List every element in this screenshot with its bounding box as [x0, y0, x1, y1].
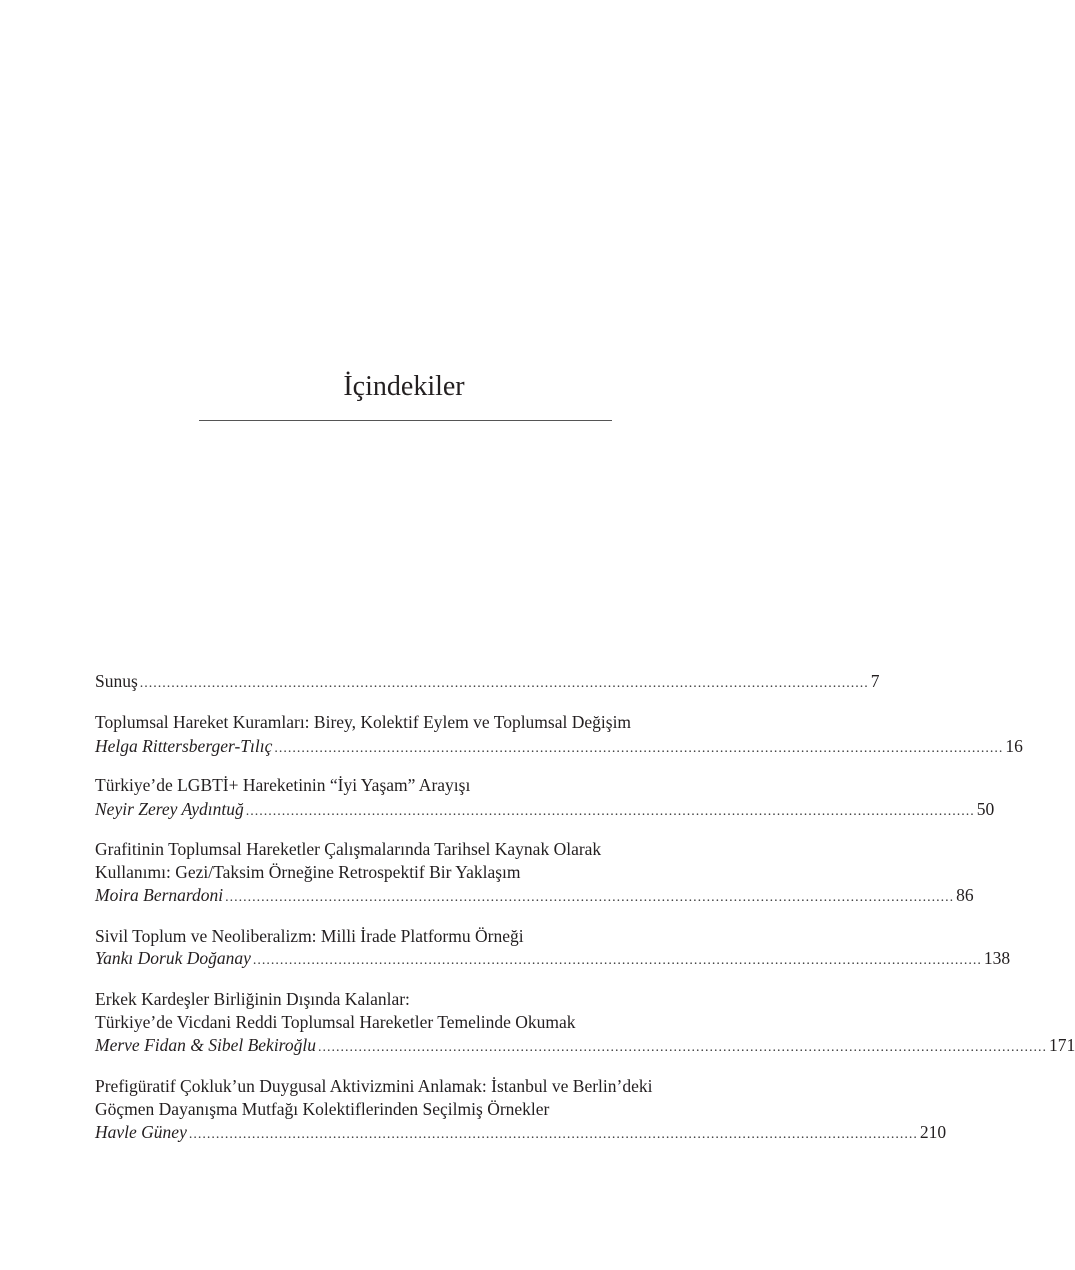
- toc-entry-author: Moira Bernardoni: [95, 885, 224, 905]
- toc-entry-title[interactable]: Sivil Toplum ve Neoliberalizm: Milli İrade Platformu Örneği: [95, 926, 524, 946]
- toc-entry-author-line[interactable]: [95, 1033, 1075, 1057]
- toc-entry-author: Helga Rittersberger-Tılıç: [95, 736, 273, 756]
- toc-entry-title[interactable]: Toplumsal Hareket Kuramları: Birey, Kolektif Eylem ve Toplumsal Değişim: [95, 712, 632, 732]
- dot-leader: ..................................................................................................................................................................: [188, 1127, 918, 1142]
- toc-entry-title[interactable]: Kullanımı: Gezi/Taksim Örneğine Retrospektif Bir Yaklaşım: [95, 862, 521, 882]
- toc-entry-author-line[interactable]: [95, 1120, 947, 1144]
- toc-entry-title[interactable]: Grafitinin Toplumsal Hareketler Çalışmalarında Tarihsel Kaynak Olarak: [95, 839, 602, 859]
- toc-entry-preface[interactable]: [95, 669, 880, 693]
- toc-entry-author-line[interactable]: [95, 883, 974, 907]
- page-title: İçindekiler: [343, 371, 465, 402]
- toc-entry-author: Neyir Zerey Aydıntuğ: [95, 799, 244, 819]
- toc-entry-author: Havle Güney: [95, 1122, 187, 1142]
- toc-entry-title[interactable]: Türkiye’de Vicdani Reddi Toplumsal Hareketler Temelinde Okumak: [95, 1012, 576, 1032]
- toc-entry-title[interactable]: Türkiye’de LGBTİ+ Hareketinin “İyi Yaşam” Arayışı: [95, 775, 471, 795]
- toc-entry-title[interactable]: Göçmen Dayanışma Mutfağı Kolektiflerinden Seçilmiş Örnekler: [95, 1099, 550, 1119]
- toc-page-number: 50: [976, 799, 995, 819]
- dot-leader: ..................................................................................................................................................................: [139, 676, 869, 691]
- toc-entry-author-line[interactable]: [95, 734, 1023, 758]
- dot-leader: ..................................................................................................................................................................: [225, 890, 955, 905]
- dot-leader: ..................................................................................................................................................................: [274, 741, 1004, 756]
- dot-leader: ..................................................................................................................................................................: [245, 804, 975, 819]
- title-divider: [199, 420, 612, 421]
- toc-entry-author: Merve Fidan & Sibel Bekiroğlu: [95, 1035, 316, 1055]
- dot-leader: ..................................................................................................................................................................: [252, 953, 982, 968]
- toc-entry-author-line[interactable]: [95, 946, 1011, 970]
- toc-page-number: 171: [1048, 1035, 1075, 1055]
- toc-entry-author-line[interactable]: [95, 797, 995, 821]
- toc-entry-title[interactable]: Erkek Kardeşler Birliğinin Dışında Kalanlar:: [95, 989, 410, 1009]
- toc-page-number: 86: [956, 885, 974, 905]
- toc-page-number: 16: [1005, 736, 1023, 756]
- dot-leader: ..................................................................................................................................................................: [317, 1040, 1047, 1055]
- toc-page-number: 138: [983, 948, 1011, 968]
- toc-entry-author: Yankı Doruk Doğanay: [95, 948, 251, 968]
- toc-page-number: 7: [870, 671, 880, 691]
- toc-entry-label: Sunuş: [95, 671, 138, 691]
- toc-entry-title[interactable]: Prefigüratif Çokluk’un Duygusal Aktivizmini Anlamak: İstanbul ve Berlin’deki: [95, 1076, 653, 1096]
- toc-page-number: 210: [919, 1122, 947, 1142]
